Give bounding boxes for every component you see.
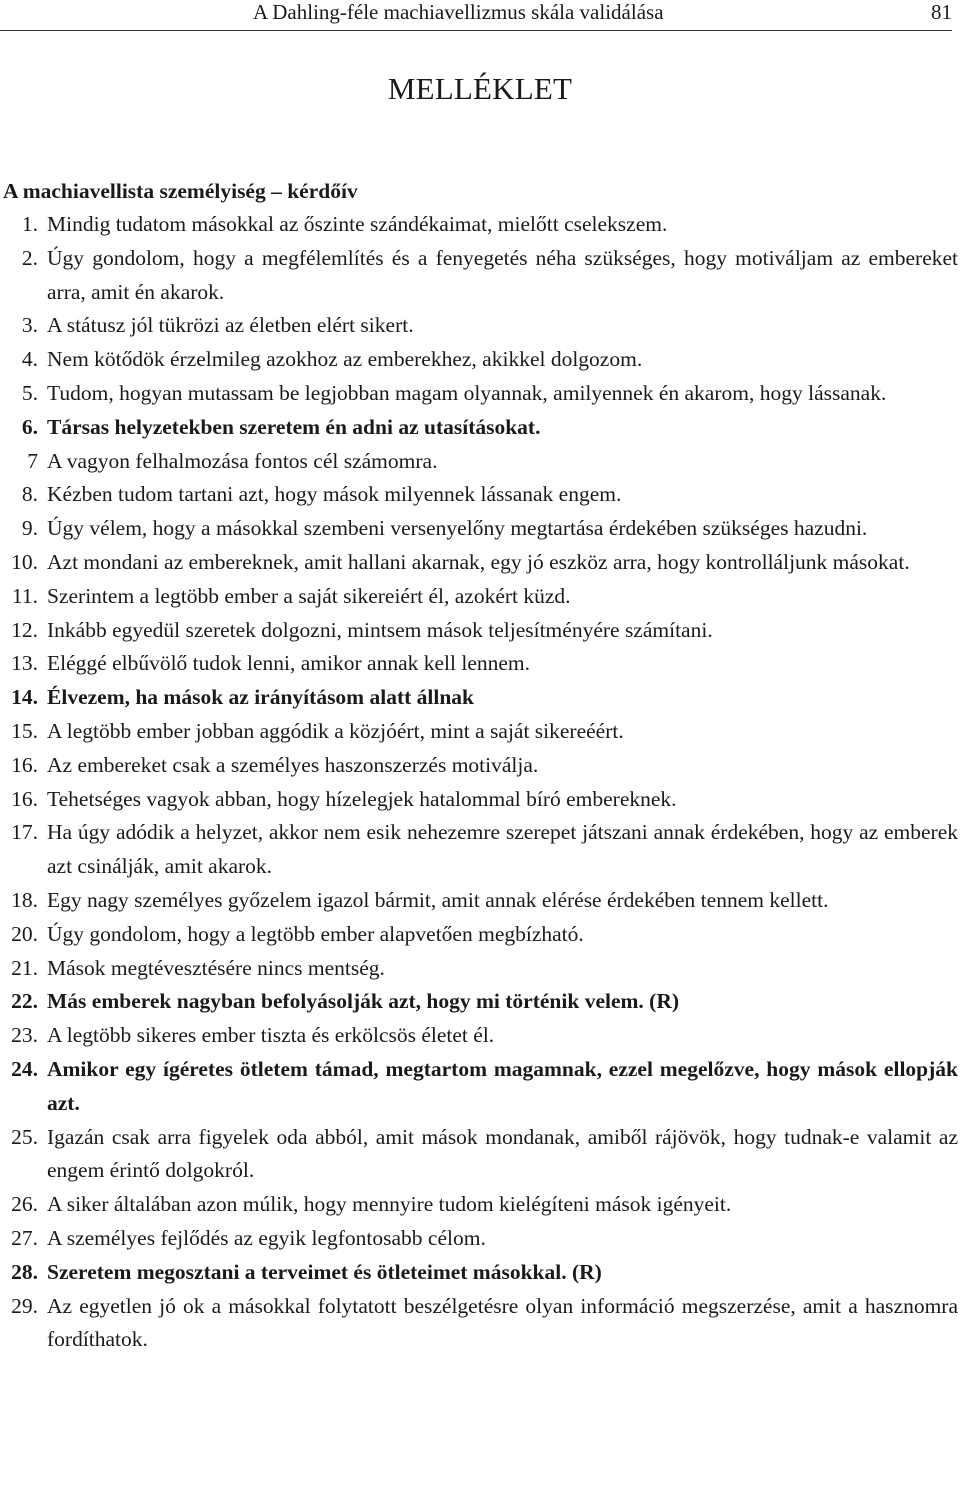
question-number: 26. [11,1192,38,1217]
question-text: A legtöbb sikeres ember tiszta és erkölcsös életet él. [47,1023,495,1048]
question-number: 15. [11,718,38,743]
question-item [0,749,960,783]
question-item [0,546,960,580]
section-title: A machiavellista személyiség – kérdőív [3,179,358,203]
question-item [0,309,960,343]
question-item [0,614,960,648]
question-number: 16. [11,786,38,811]
question-number: 11. [11,583,38,608]
question-text: Kézben tudom tartani azt, hogy mások milyennek lássanak engem. [47,482,622,507]
appendix-title: MELLÉKLET [387,71,573,106]
question-number: 28. [11,1259,38,1284]
question-item [0,681,960,715]
question-text: Élvezem, ha mások az irányításom alatt állnak [47,685,474,710]
question-number: 4. [21,347,38,372]
question-text: Társas helyzetekben szeretem én adni az utasításokat. [47,414,541,439]
question-number: 21. [11,955,38,980]
question-text: Mások megtévesztésére nincs mentség. [47,955,385,980]
question-text: Szeretem megosztani a terveimet és ötleteimet másokkal. (R) [47,1259,602,1284]
question-item [0,1188,960,1222]
question-item [0,242,960,310]
question-number: 10. [11,549,38,574]
question-text: Tudom, hogyan mutassam be legjobban magam olyannak, amilyennek én akarom, hogy lássanak. [47,380,887,405]
question-number: 24. [11,1056,38,1081]
question-list [0,208,960,1357]
question-text: Ha úgy adódik a helyzet, akkor nem esik nehezemre szerepet játszani annak érdekében, hogy az emberek azt csinálják, amit akarok. [47,820,958,879]
question-number: 7 [27,448,38,473]
question-item [0,1290,960,1358]
question-item [0,816,960,884]
question-text: Nem kötődök érzelmileg azokhoz az emberekhez, akikkel dolgozom. [47,347,643,372]
question-item [0,647,960,681]
question-text: Inkább egyedül szeretek dolgozni, mintsem mások teljesítményére számítani. [47,617,713,642]
question-number: 23. [11,1023,38,1048]
question-item [0,580,960,614]
question-text: Tehetséges vagyok abban, hogy hízelegjek hatalommal bíró embereknek. [47,786,677,811]
question-item [0,445,960,479]
question-text: Az embereket csak a személyes haszonszerzés motiválja. [47,752,539,777]
question-number: 29. [11,1293,38,1318]
question-text: Eléggé elbűvölő tudok lenni, amikor annak kell lennem. [47,651,531,676]
question-item [0,715,960,749]
question-item [0,952,960,986]
question-item [0,208,960,242]
question-text: Azt mondani az embereknek, amit hallani akarnak, egy jó eszköz arra, hogy kontrolláljunk másokat. [47,549,910,574]
question-number: 20. [11,921,38,946]
running-header [0,0,952,31]
question-number: 18. [11,887,38,912]
question-item [0,512,960,546]
question-text: Más emberek nagyban befolyásolják azt, hogy mi történik velem. (R) [47,989,680,1014]
question-item [0,1019,960,1053]
question-text: Úgy gondolom, hogy a megfélemlítés és a fenyegetés néha szükséges, hogy motiváljam az embereket arra, amit én akarok. [47,245,958,304]
question-item [0,1053,960,1121]
question-number: 13. [11,651,38,676]
question-number: 22. [11,989,38,1014]
question-number: 2. [21,245,38,270]
question-number: 5. [21,380,38,405]
question-item [0,411,960,445]
running-title: A Dahling-féle machiavellizmus skála validálása [253,0,664,24]
question-text: Az egyetlen jó ok a másokkal folytatott beszélgetésre olyan információ megszerzése, amit a hasznomra fordíthatok. [47,1293,958,1352]
question-item [0,884,960,918]
question-number: 3. [21,313,38,338]
question-item [0,783,960,817]
question-item [0,377,960,411]
question-number: 12. [11,617,38,642]
question-number: 8. [21,482,38,507]
question-number: 27. [11,1225,38,1250]
question-number: 14. [11,685,38,710]
question-text: A vagyon felhalmozása fontos cél számomra. [47,448,438,473]
question-text: Amikor egy ígéretes ötletem támad, megtartom magamnak, ezzel megelőzve, hogy mások ellopják azt. [47,1056,958,1115]
question-number: 9. [21,516,38,541]
question-item [0,343,960,377]
question-item [0,1222,960,1256]
question-text: A legtöbb ember jobban aggódik a közjóért, mint a saját sikereéért. [47,718,624,743]
question-text: Egy nagy személyes győzelem igazol bármit, amit annak elérése érdekében tennem kellett. [47,887,829,912]
page-number: 81 [931,0,952,24]
question-number: 17. [11,820,38,845]
question-number: 1. [21,212,38,236]
question-number: 25. [11,1124,38,1149]
question-text: A státusz jól tükrözi az életben elért sikert. [47,313,414,338]
question-number: 16. [11,752,38,777]
question-item [0,985,960,1019]
question-text: Igazán csak arra figyelek oda abból, amit mások mondanak, amiből rájövök, hogy tudnak-e valamit az engem érintő dolgokról. [47,1124,958,1183]
question-number: 6. [21,414,38,439]
question-text: Úgy gondolom, hogy a legtöbb ember alapvetően megbízható. [47,921,584,946]
question-text: Úgy vélem, hogy a másokkal szembeni versenyelőny megtartása érdekében szükséges hazudni. [47,516,868,541]
question-item [0,1121,960,1189]
question-text: A személyes fejlődés az egyik legfontosabb célom. [47,1225,486,1250]
question-item [0,1256,960,1290]
question-item [0,478,960,512]
question-text: Mindig tudatom másokkal az őszinte szándékaimat, mielőtt cselekszem. [47,212,668,236]
question-item [0,918,960,952]
question-text: A siker általában azon múlik, hogy mennyire tudom kielégíteni mások igényeit. [47,1192,732,1217]
question-text: Szerintem a legtöbb ember a saját sikereiért él, azokért küzd. [47,583,571,608]
